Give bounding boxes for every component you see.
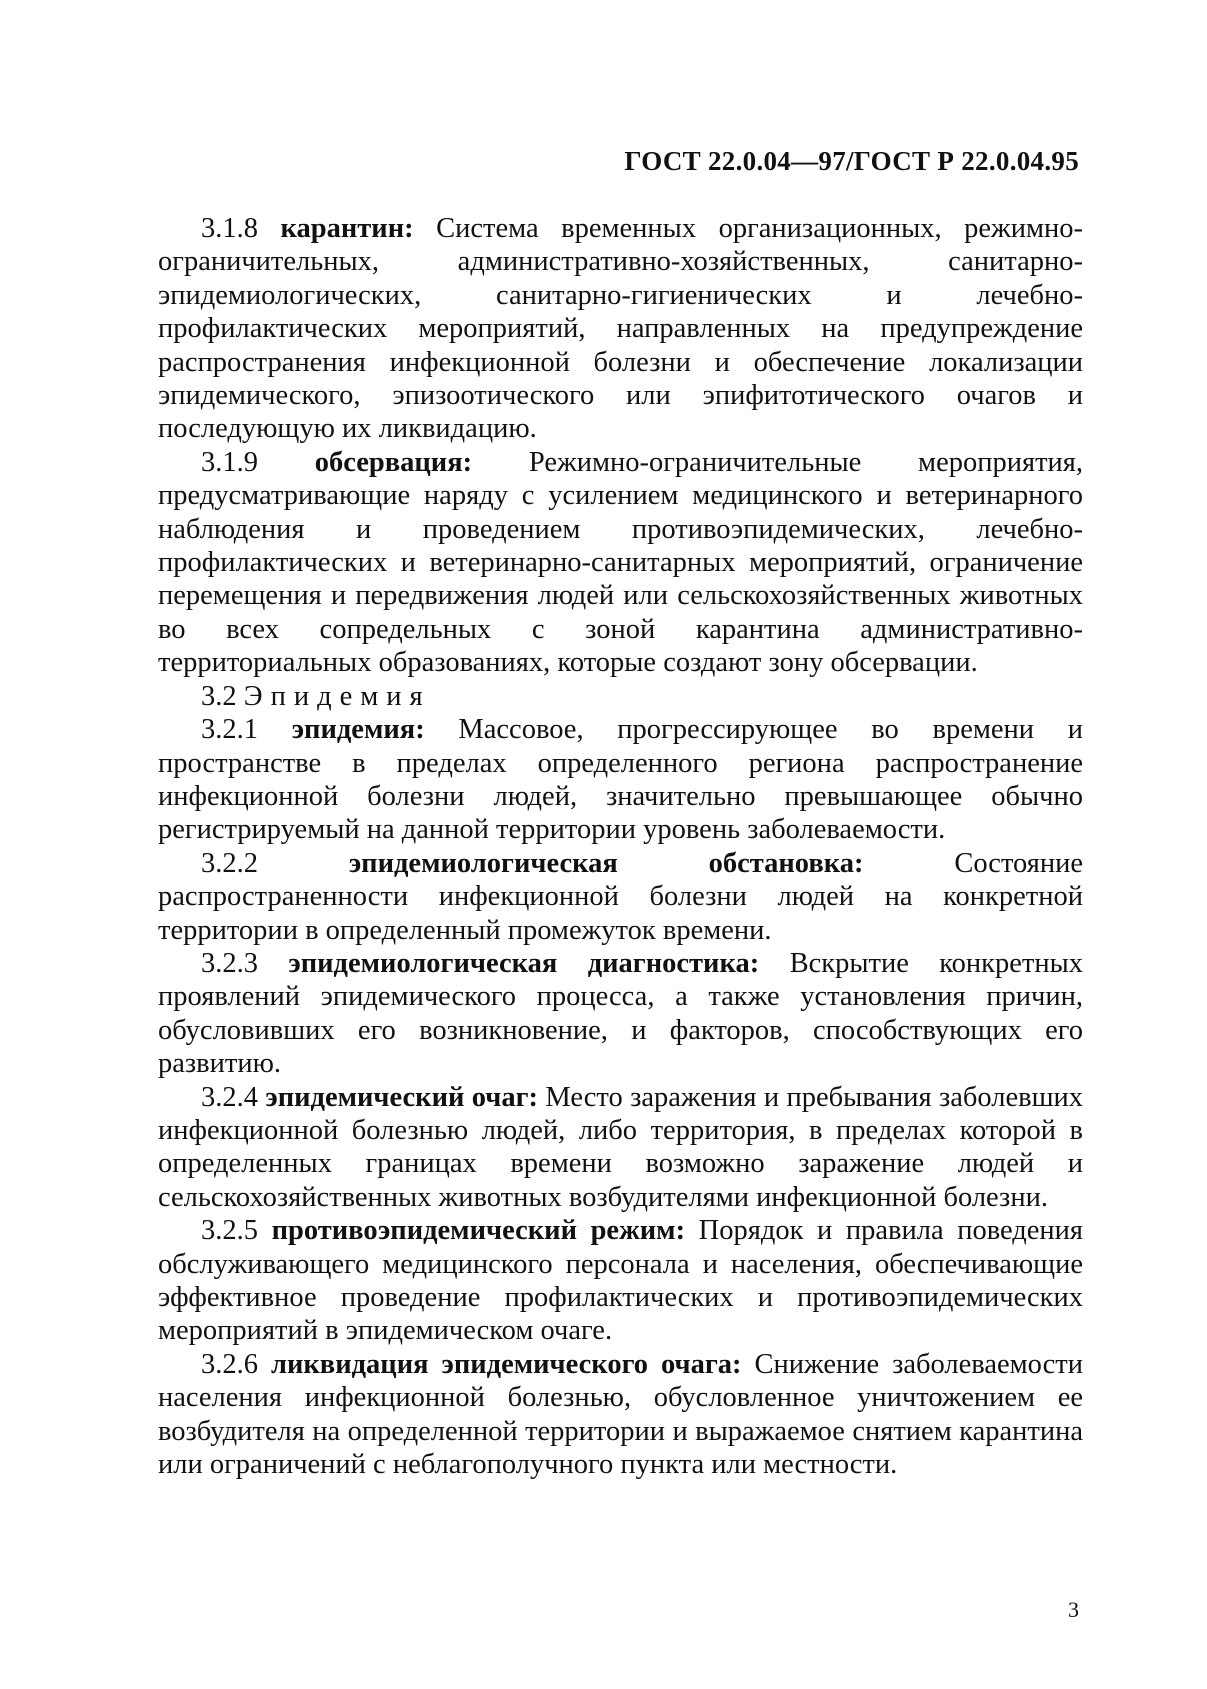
clause-3-2-2 — [158, 847, 1083, 947]
standard-header: ГОСТ 22.0.04—97/ГОСТ Р 22.0.04.95 — [624, 146, 1079, 176]
clause-term: обсервация: — [314, 446, 473, 478]
section-heading-3-2 — [158, 680, 1083, 713]
clause-number: 3.1.8 — [201, 213, 258, 244]
clause-text: Снижение заболеваемости населения инфекционной болезнью, обусловленное уничтожением ее возбудителя на определенной территории и выражаемое снятием карантина или ограничений с неблагополучного пункта или местности. — [158, 1348, 1083, 1481]
clause-3-2-6 — [158, 1348, 1083, 1482]
clause-text: Порядок и правила поведения обслуживающего медицинского персонала и населения, обеспечивающие эффективное проведение профилактических и противоэпидемических мероприятий в эпидемическом очаге. — [158, 1215, 1084, 1347]
clause-number: 3.2.4 — [201, 1081, 258, 1113]
clause-3-2-5 — [158, 1214, 1083, 1348]
clause-3-1-8 — [158, 212, 1083, 446]
clause-3-1-9 — [158, 446, 1083, 680]
clause-number: 3.1.9 — [201, 446, 258, 478]
clause-3-2-1 — [158, 713, 1083, 847]
clause-text: Состояние распространенности инфекционной болезни людей на конкретной территории в определенный промежуток времени. — [158, 847, 1083, 946]
clause-number: 3.2.6 — [201, 1348, 258, 1380]
section-number: 3.2 — [201, 680, 237, 712]
clause-term: ликвидация эпидемического очага: — [270, 1348, 742, 1380]
clause-text: Система временных организационных, режимно-ограничительных, административно-хозяйственных, санитарно-эпидемиологических, санитарно-гигиенических и лечебно-профилактических мероприятий, направленных на предупреждение распространения инфекционной болезни и обеспечение локализации эпидемического, эпизоотического или эпифитотического очагов и последующую их ликвидацию. — [158, 213, 1084, 445]
clause-number: 3.2.3 — [201, 947, 258, 979]
clause-term: эпидемический очаг: — [265, 1081, 539, 1113]
clause-text: Место заражения и пребывания заболевших инфекционной болезнью людей, либо территория, в пределах которой в определенных границах времени возможно заражение людей и сельскохозяйственных животных возбудителями инфекционной болезни. — [158, 1081, 1084, 1213]
clause-term: эпидемиологическая обстановка: — [348, 847, 864, 879]
clause-text: Массовое, прогрессирующее во времени и пространстве в пределах определенного региона распространение инфекционной болезни людей, значительно превышающее обычно регистрируемый на данной территории уровень заболеваемости. — [158, 714, 1084, 846]
clause-term: карантин: — [280, 213, 414, 244]
clause-text: Режимно-ограничительные мероприятия, предусматривающие наряду с усилением медицинского и ветеринарного наблюдения и проведением противоэпидемических, лечебно-профилактических и ветеринарно-санитарных мероприятий, ограничение перемещения и передвижения людей или сельскохозяйственных животных во всех сопредельных с зоной карантина административно-территориальных образованиях, которые создают зону обсервации. — [158, 446, 1084, 679]
clause-number: 3.2.1 — [201, 714, 258, 746]
clause-number: 3.2.2 — [201, 847, 258, 879]
clause-3-2-3 — [158, 947, 1083, 1081]
clause-term: эпидемия: — [291, 714, 425, 746]
clause-term: противоэпидемический режим: — [271, 1215, 686, 1247]
clause-text: Вскрытие конкретных проявлений эпидемического процесса, а также установления причин, обусловивших его возникновение, и факторов, способствующих его развитию. — [158, 947, 1083, 1080]
page-number: 3 — [1068, 1597, 1079, 1622]
clause-number: 3.2.5 — [201, 1215, 258, 1247]
clause-3-2-4 — [158, 1081, 1083, 1215]
document-body — [158, 212, 1083, 1481]
section-title: Эпидемия — [243, 680, 431, 712]
clause-term: эпидемиологическая диагностика: — [288, 947, 760, 979]
